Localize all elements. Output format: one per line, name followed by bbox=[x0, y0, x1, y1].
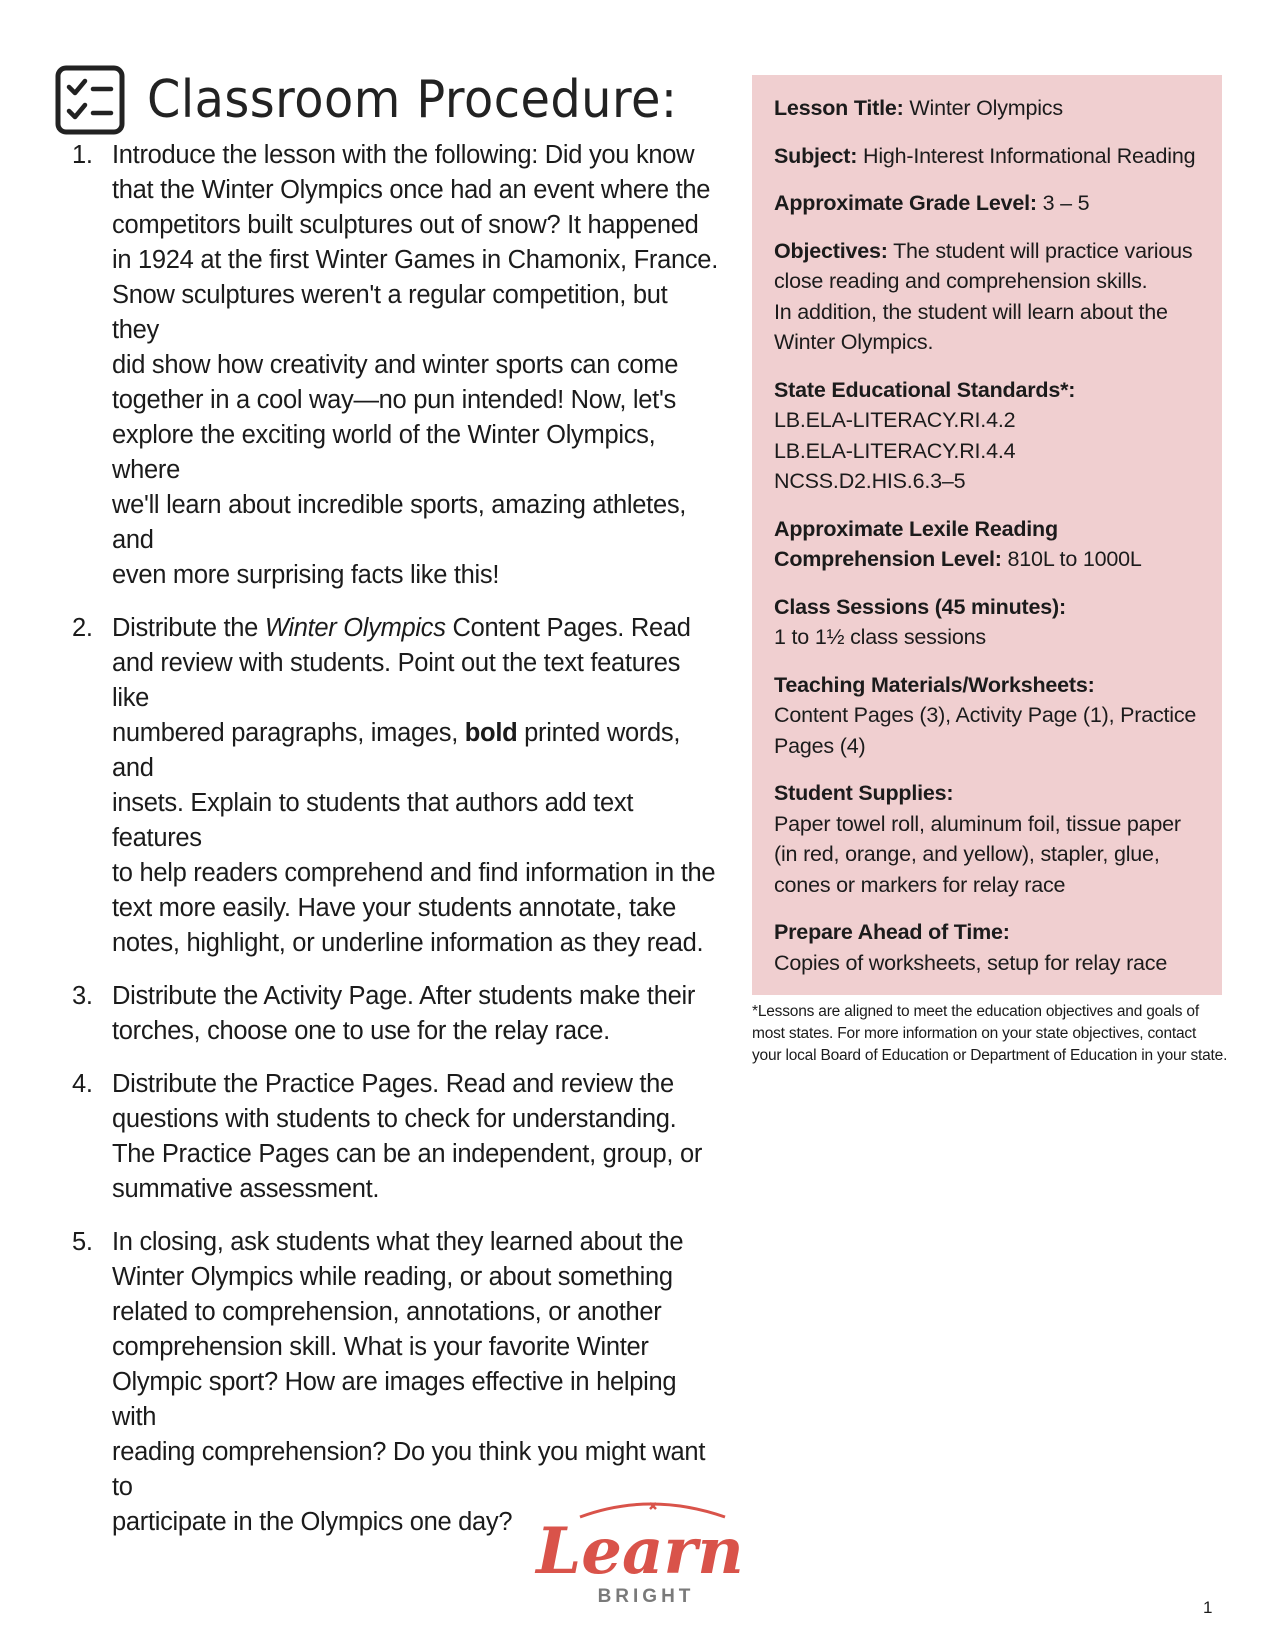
step-line: notes, highlight, or underline information as they read. bbox=[112, 929, 704, 957]
grade-level-field bbox=[774, 188, 1200, 219]
standards-footnote bbox=[752, 1001, 1242, 1067]
step-line: participate in the Olympics one day? bbox=[112, 1508, 513, 1536]
step-line: even more surprising facts like this! bbox=[112, 561, 500, 589]
prepare-ahead-field bbox=[774, 917, 1200, 978]
step-line: related to comprehension, annotations, or another bbox=[112, 1298, 662, 1326]
step-line: we'll learn about incredible sports, amazing athletes, and bbox=[112, 491, 687, 554]
field-value: In addition, the student will learn about the bbox=[774, 299, 1168, 324]
lesson-title-field bbox=[774, 93, 1200, 124]
step-line: Distribute the Practice Pages. Read and review the bbox=[112, 1070, 674, 1098]
field-label: Subject: bbox=[774, 143, 858, 168]
step-number: 3. bbox=[72, 982, 93, 1010]
field-label: Comprehension Level: bbox=[774, 547, 1002, 571]
field-value: close reading and comprehension skills. bbox=[774, 269, 1148, 293]
step-line: reading comprehension? Do you think you might want to bbox=[112, 1438, 706, 1501]
step-line: Olympic sport? How are images effective in helping with bbox=[112, 1368, 677, 1431]
step-line: together in a cool way—no pun intended! Now, let's bbox=[112, 386, 676, 414]
step-line: in 1924 at the first Winter Games in Chamonix, France. bbox=[112, 246, 718, 274]
step-number: 4. bbox=[72, 1070, 93, 1098]
field-value: LB.ELA-LITERACY.RI.4.4 bbox=[774, 438, 1016, 463]
page-title: Classroom Procedure: bbox=[147, 70, 678, 130]
procedure-step-3 bbox=[60, 979, 720, 1049]
procedure-step-5 bbox=[60, 1225, 720, 1540]
step-line: Distribute the Winter Olympics Content Pages. Read bbox=[112, 614, 691, 642]
page-number: 1 bbox=[1203, 1598, 1213, 1617]
procedure-step-2 bbox=[60, 611, 720, 961]
field-value: 1 to 1½ class sessions bbox=[774, 625, 986, 649]
step-line: comprehension skill. What is your favorite Winter bbox=[112, 1333, 649, 1361]
subject-field bbox=[774, 141, 1200, 172]
field-value: 3 – 5 bbox=[1042, 191, 1090, 215]
field-label: Teaching Materials/Worksheets: bbox=[774, 672, 1095, 697]
step-number: 2. bbox=[72, 614, 93, 642]
learn-bright-logo bbox=[520, 1495, 760, 1610]
step-line: that the Winter Olympics once had an event where the bbox=[112, 176, 711, 204]
teaching-materials-field bbox=[774, 670, 1200, 762]
procedure-step-1 bbox=[60, 138, 720, 593]
step-line: numbered paragraphs, images, bold printed words, and bbox=[112, 719, 681, 782]
field-value: Pages (4) bbox=[774, 733, 866, 758]
field-label: State Educational Standards*: bbox=[774, 377, 1076, 402]
checklist-icon bbox=[55, 65, 125, 135]
field-label: Student Supplies: bbox=[774, 781, 954, 805]
footnote-line: *Lessons are aligned to meet the education objectives and goals of bbox=[752, 1003, 1199, 1020]
step-line: In closing, ask students what they learned about the bbox=[112, 1228, 684, 1256]
objectives-field bbox=[774, 236, 1200, 358]
field-label: Approximate Grade Level: bbox=[774, 191, 1037, 215]
step-line: competitors built sculptures out of snow? It happened bbox=[112, 211, 699, 239]
footnote-line: most states. For more information on your state objectives, contact bbox=[752, 1025, 1197, 1042]
step-line: insets. Explain to students that authors add text features bbox=[112, 789, 634, 852]
step-line: Snow sculptures weren't a regular competition, but they bbox=[112, 281, 668, 344]
field-value: Copies of worksheets, setup for relay race bbox=[774, 950, 1168, 975]
step-line: The Practice Pages can be an independent, group, or bbox=[112, 1140, 703, 1168]
logo-sub: BRIGHT bbox=[597, 1586, 695, 1607]
field-value: cones or markers for relay race bbox=[774, 872, 1066, 897]
step-line: questions with students to check for understanding. bbox=[112, 1105, 677, 1133]
page-header bbox=[55, 55, 724, 145]
logo-word: Learn bbox=[536, 1514, 744, 1589]
field-label: Approximate Lexile Reading bbox=[774, 516, 1058, 541]
step-line: Introduce the lesson with the following: Did you know bbox=[112, 141, 695, 169]
procedure-list bbox=[60, 138, 720, 1558]
field-label: Class Sessions (45 minutes): bbox=[774, 594, 1066, 619]
lesson-info-box bbox=[752, 75, 1222, 995]
step-number: 5. bbox=[72, 1228, 93, 1256]
field-value: LB.ELA-LITERACY.RI.4.2 bbox=[774, 408, 1016, 432]
step-text bbox=[112, 979, 720, 1049]
field-label: Objectives: bbox=[774, 238, 888, 263]
step-line: Distribute the Activity Page. After students make their bbox=[112, 982, 696, 1010]
step-line: to help readers comprehend and find information in the bbox=[112, 859, 716, 887]
student-supplies-field bbox=[774, 778, 1200, 900]
bold-word: bold bbox=[464, 719, 518, 747]
step-text bbox=[112, 1225, 720, 1540]
step-line: explore the exciting world of the Winter Olympics, where bbox=[112, 421, 656, 484]
step-text bbox=[112, 611, 720, 961]
step-line: Winter Olympics while reading, or about something bbox=[112, 1263, 673, 1291]
field-value: Winter Olympics. bbox=[774, 330, 934, 354]
italic-title: Winter Olympics bbox=[264, 614, 446, 642]
step-line: did show how creativity and winter sports can come bbox=[112, 351, 679, 379]
class-sessions-field bbox=[774, 592, 1200, 653]
step-line: and review with students. Point out the text features like bbox=[112, 649, 681, 712]
footnote-line: your local Board of Education or Department of Education in your state. bbox=[752, 1047, 1228, 1064]
step-number: 1. bbox=[72, 141, 93, 169]
field-label: Prepare Ahead of Time: bbox=[774, 920, 1010, 944]
field-value: High-Interest Informational Reading bbox=[863, 143, 1196, 168]
step-line: torches, choose one to use for the relay race. bbox=[112, 1017, 610, 1045]
field-value: NCSS.D2.HIS.6.3–5 bbox=[774, 469, 966, 493]
step-line: text more easily. Have your students annotate, take bbox=[112, 894, 676, 922]
step-text bbox=[112, 138, 720, 593]
field-value: 810L to 1000L bbox=[1007, 547, 1142, 571]
step-text bbox=[112, 1067, 720, 1207]
field-value: Paper towel roll, aluminum foil, tissue paper bbox=[774, 811, 1181, 836]
field-value: (in red, orange, and yellow), stapler, glue, bbox=[774, 842, 1160, 866]
field-value: The student will practice various bbox=[893, 238, 1193, 263]
standards-field bbox=[774, 375, 1200, 497]
field-label: Lesson Title: bbox=[774, 96, 904, 120]
field-value: Content Pages (3), Activity Page (1), Practice bbox=[774, 703, 1197, 727]
procedure-step-4 bbox=[60, 1067, 720, 1207]
lexile-field bbox=[774, 514, 1200, 575]
step-line: summative assessment. bbox=[112, 1175, 380, 1203]
field-value: Winter Olympics bbox=[909, 96, 1063, 120]
